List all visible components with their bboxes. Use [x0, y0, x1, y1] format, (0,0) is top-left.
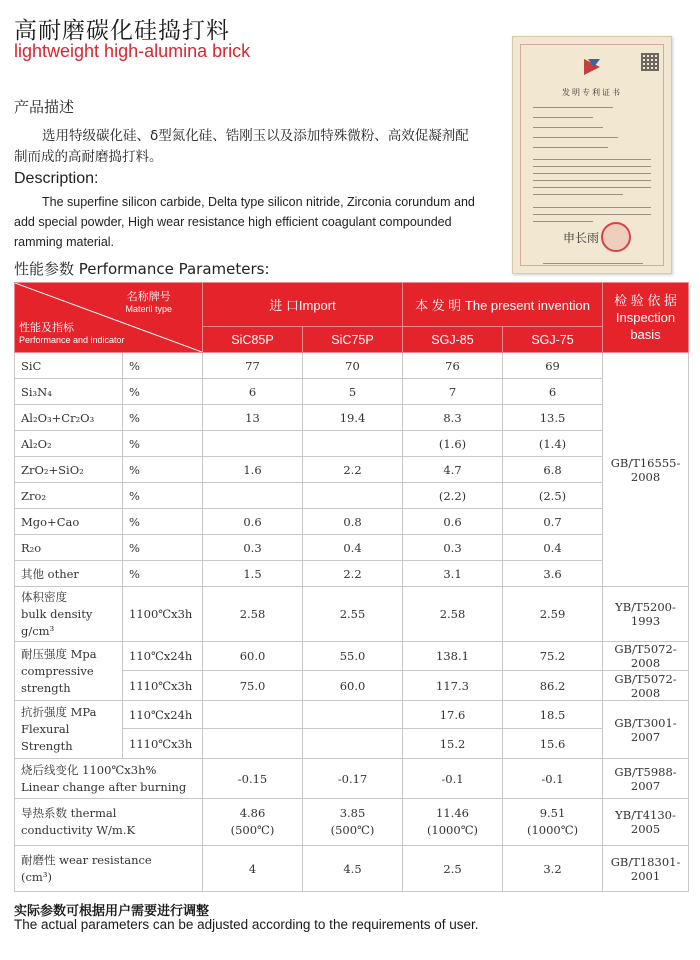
header-inspection: [603, 283, 689, 353]
header-inspection-en: Inspection basis: [615, 310, 676, 342]
qr-code-icon: [641, 53, 659, 71]
table-row-si3n4: Si₃N₄ % 6 5 7 6: [15, 379, 689, 405]
table-row-zro2-sio2: ZrO₂+SiO₂ % 1.6 2.2 4.7 6.8: [15, 457, 689, 483]
header-brand-cn: 名称牌号: [126, 291, 171, 303]
certificate-signature: 申长雨: [563, 231, 600, 245]
table-row-wear: 耐磨性 wear resistance (cm³) 4 4.5 2.5 3.2 GB/T18301-2001: [15, 846, 689, 892]
header-brand-en: Materil type: [125, 304, 172, 314]
description-text-en-3: ramming material.: [14, 235, 115, 249]
footer-note-cn: 实际参数可根据用户需要进行调整: [14, 904, 210, 919]
header-import: 进 口Import: [203, 283, 403, 327]
patent-certificate-image: [512, 36, 672, 274]
certificate-title: 发明专利证书: [562, 88, 622, 97]
description-text-cn-2: 制而成的高耐磨捣打料。: [14, 149, 163, 165]
table-row-sic: SiC % 77 70 76 69 GB/T16555-2008: [15, 353, 689, 379]
performance-heading: 性能参数 Performance Parameters:: [14, 260, 270, 278]
table-row-zro2: Zro₂ % (2.2) (2.5): [15, 483, 689, 509]
description-text-cn-1: 选用特级碳化硅、δ型氮化硅、锆刚玉以及添加特殊微粉、高效促凝剂配: [42, 128, 469, 144]
header-perf-cn: 性能及指标: [19, 322, 74, 334]
table-row-other: 其他 other % 1.5 2.2 3.1 3.6: [15, 561, 689, 587]
header-col-sic75p: SiC75P: [303, 327, 403, 353]
header-col-sgj75: SGJ-75: [503, 327, 603, 353]
description-heading-en: Description:: [14, 170, 99, 187]
table-row-al2o3-cr2o3: Al₂O₃+Cr₂O₃ % 13 19.4 8.3 13.5: [15, 405, 689, 431]
table-row-mgo-cao: Mgo+Cao % 0.6 0.8 0.6 0.7: [15, 509, 689, 535]
table-row-density: 体积密度 bulk density g/cm³ 1100℃x3h 2.58 2.55 2.58 2.59 YB/T5200-1993: [15, 587, 689, 642]
footer-note-en: The actual parameters can be adjusted according to the requirements of user.: [14, 917, 479, 932]
description-heading-cn: 产品描述: [14, 98, 75, 116]
certificate-seal-icon: [601, 222, 631, 252]
page-title-en: lightweight high-alumina brick: [14, 41, 251, 61]
header-invention: 本 发 明 The present invention: [403, 283, 603, 327]
chem-standard: GB/T16555-2008: [603, 353, 689, 587]
table-row-linear-change: 烧后线变化 1100℃x3h% Linear change after burning -0.15 -0.17 -0.1 -0.1 GB/T5988-2007: [15, 759, 689, 799]
table-row-al2o2: Al₂O₂ % (1.6) (1.4): [15, 431, 689, 457]
header-col-sic85p: SiC85P: [203, 327, 303, 353]
description-text-en-2: add special powder, High wear resistance high efficient coagulant compounded: [14, 215, 452, 229]
header-inspection-cn: 检 验 依 据: [614, 293, 677, 308]
description-text-en-1: The superfine silicon carbide, Delta type silicon nitride, Zirconia corundum and: [42, 195, 475, 209]
patent-logo-icon: [580, 55, 604, 79]
performance-table: [14, 282, 689, 892]
table-row-flexural-2: 1110℃x3h 15.2 15.6: [15, 729, 689, 759]
header-perf-en: Performance and indicator: [19, 335, 125, 345]
header-col-sgj85: SGJ-85: [403, 327, 503, 353]
table-row-compressive-1: 耐压强度 Mpa compressive strength 110℃x24h 60.0 55.0 138.1 75.2 GB/T5072-2008: [15, 642, 689, 671]
table-row-flexural-1: 抗折强度 MPa Flexural Strength 110℃x24h 17.6 18.5 GB/T3001-2007: [15, 701, 689, 729]
table-row-thermal: 导热系数 thermal conductivity W/m.K 4.86 (500℃) 3.85 (500℃) 11.46 (1000℃) 9.51 (1000℃) YB/T4130-2005: [15, 799, 689, 846]
table-row-compressive-2: 1110℃x3h 75.0 60.0 117.3 86.2 GB/T5072-2008: [15, 671, 689, 701]
header-diagonal-cell: [15, 283, 203, 353]
table-row-r2o: R₂o % 0.3 0.4 0.3 0.4: [15, 535, 689, 561]
page-title-cn: 高耐磨碳化硅捣打料: [14, 18, 230, 44]
